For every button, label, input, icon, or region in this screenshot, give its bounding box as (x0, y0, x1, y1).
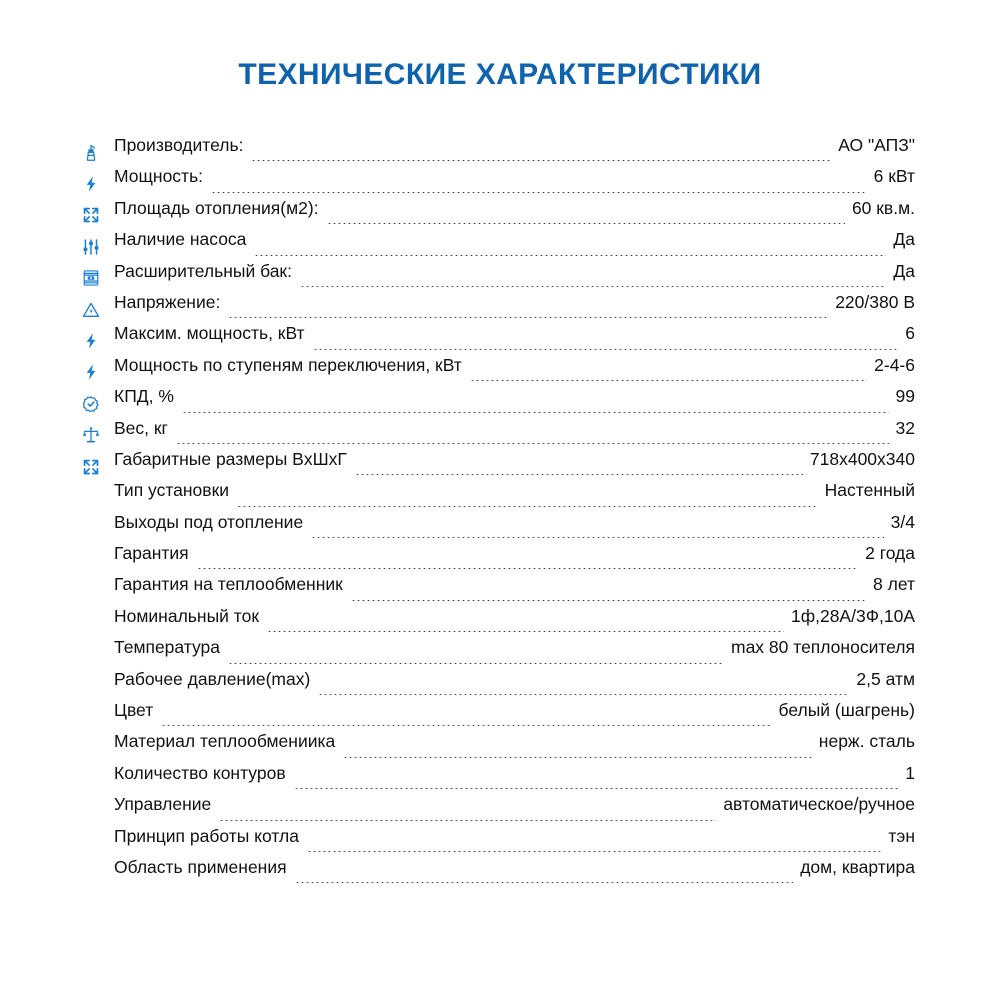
spec-value: тэн (888, 825, 915, 846)
spec-row (82, 668, 915, 702)
icon-placeholder (82, 676, 114, 696)
spec-value: 8 лет (873, 574, 915, 595)
dotted-leader (267, 631, 784, 632)
spec-value: Настенный (824, 480, 915, 501)
spec-row (82, 605, 915, 639)
spec-row (82, 417, 915, 451)
spec-value: 718x400x340 (809, 448, 915, 469)
spec-value: Да (893, 229, 915, 250)
spec-row (82, 733, 915, 764)
icon-placeholder (82, 519, 114, 539)
lightning-bolt-icon (82, 174, 114, 194)
specifications-list (0, 137, 1000, 890)
spec-value: max 80 теплоносителя (731, 637, 915, 658)
spec-row (82, 639, 915, 670)
dotted-leader (219, 820, 716, 821)
spec-value: нерж. сталь (818, 731, 915, 752)
spec-row (82, 197, 915, 231)
spec-label: Выходы под отопление (114, 511, 304, 532)
dotted-leader (295, 882, 794, 883)
spec-label: Область применения (114, 856, 287, 877)
dotted-leader (311, 537, 883, 538)
spec-row (82, 260, 915, 294)
spec-value: 32 (895, 417, 915, 438)
spec-label: Мощность: (114, 166, 204, 187)
dotted-leader (251, 160, 831, 161)
spec-label: Напряжение: (114, 291, 221, 312)
dotted-leader (327, 223, 845, 224)
dotted-leader (318, 694, 849, 695)
spec-label: Габаритные размеры ВxШxГ (114, 448, 347, 469)
spec-row (82, 448, 915, 482)
spec-value: 60 кв.м. (851, 197, 915, 218)
spec-row (82, 825, 915, 859)
spec-value: автоматическое/ручное (723, 794, 915, 815)
spec-row (82, 576, 915, 607)
dotted-leader (211, 192, 867, 193)
dotted-leader (228, 663, 724, 664)
expand-arrows-icon (82, 457, 114, 477)
spec-label: Принцип работы котла (114, 825, 299, 846)
spec-row (82, 511, 915, 545)
dotted-leader (470, 380, 867, 381)
spec-row (82, 325, 915, 356)
dotted-leader (343, 757, 812, 758)
spec-value: АО "АПЗ" (838, 135, 915, 155)
dotted-leader (294, 788, 899, 789)
spec-label: Производитель: (114, 135, 244, 155)
spec-value: Да (893, 260, 915, 281)
spec-label: КПД, % (114, 386, 174, 407)
spec-value: 2,5 атм (856, 668, 915, 689)
icon-placeholder (82, 802, 114, 822)
spec-row (82, 545, 915, 576)
icon-placeholder (82, 488, 114, 508)
page-title: ТЕХНИЧЕСКИЕ ХАРАКТЕРИСТИКИ (238, 58, 762, 91)
spec-label: Площадь отопления(м2): (114, 197, 319, 218)
lightning-bolt-icon (82, 362, 114, 382)
spec-value: 1 (905, 762, 915, 783)
balance-scale-icon (82, 425, 114, 445)
spec-value: 3/4 (890, 511, 915, 532)
spec-value: 2 года (865, 543, 915, 564)
electrical-hazard-icon (82, 300, 114, 320)
spec-row (82, 291, 915, 325)
spec-label: Гарантия на теплообменник (114, 574, 343, 595)
icon-placeholder (82, 865, 114, 885)
icon-placeholder (82, 614, 114, 634)
dotted-leader (161, 725, 771, 726)
spec-row (82, 168, 915, 199)
spec-value: 99 (895, 386, 915, 407)
expand-arrows-icon (82, 205, 114, 225)
spec-value: белый (шагрень) (778, 700, 915, 721)
spec-label: Номинальный ток (114, 605, 259, 626)
spec-row (82, 137, 915, 168)
expansion-tank-icon (82, 268, 114, 288)
spec-row (82, 231, 915, 262)
dotted-leader (197, 568, 858, 569)
spec-label: Расширительный бак: (114, 260, 292, 281)
dotted-leader (355, 474, 803, 475)
spec-label: Мощность по ступеням переключения, кВт (114, 354, 462, 375)
spec-label: Температура (114, 637, 220, 658)
spec-row (82, 762, 915, 796)
spec-row (82, 796, 915, 827)
icon-placeholder (82, 645, 114, 665)
spec-label: Цвет (114, 700, 154, 721)
spec-row (82, 856, 915, 890)
dotted-leader (307, 851, 881, 852)
spec-label: Рабочее давление(max) (114, 668, 311, 689)
spec-row (82, 482, 915, 513)
factory-icon (82, 143, 114, 163)
spec-label: Количество контуров (114, 762, 286, 783)
spec-label: Гарантия (114, 543, 189, 564)
sliders-icon (82, 237, 114, 257)
spec-row (82, 388, 915, 419)
icon-placeholder (82, 708, 114, 728)
dotted-leader (237, 506, 818, 507)
spec-value: 220/380 В (835, 291, 915, 312)
gear-check-icon (82, 394, 114, 414)
icon-placeholder (82, 582, 114, 602)
spec-label: Наличие насоса (114, 229, 247, 250)
spec-value: 6 (905, 323, 915, 344)
dotted-leader (228, 317, 828, 318)
dotted-leader (182, 412, 889, 413)
icon-placeholder (82, 739, 114, 759)
spec-label: Управление (114, 794, 212, 815)
dotted-leader (254, 255, 886, 256)
lightning-bolt-icon (82, 331, 114, 351)
spec-value: 6 кВт (873, 166, 915, 187)
dotted-leader (300, 286, 886, 287)
icon-placeholder (82, 833, 114, 853)
dotted-leader (176, 443, 889, 444)
icon-placeholder (82, 771, 114, 791)
spec-value: 1ф,28А/3Ф,10А (790, 605, 915, 626)
spec-value: 2-4-6 (874, 354, 915, 375)
spec-label: Максим. мощность, кВт (114, 323, 305, 344)
spec-row (82, 702, 915, 733)
spec-label: Тип установки (114, 480, 230, 501)
spec-label: Вес, кг (114, 417, 168, 438)
icon-placeholder (82, 551, 114, 571)
spec-value: дом, квартира (800, 856, 915, 877)
spec-row (82, 354, 915, 388)
dotted-leader (313, 349, 899, 350)
dotted-leader (351, 600, 866, 601)
spec-label: Материал теплообмениика (114, 731, 336, 752)
